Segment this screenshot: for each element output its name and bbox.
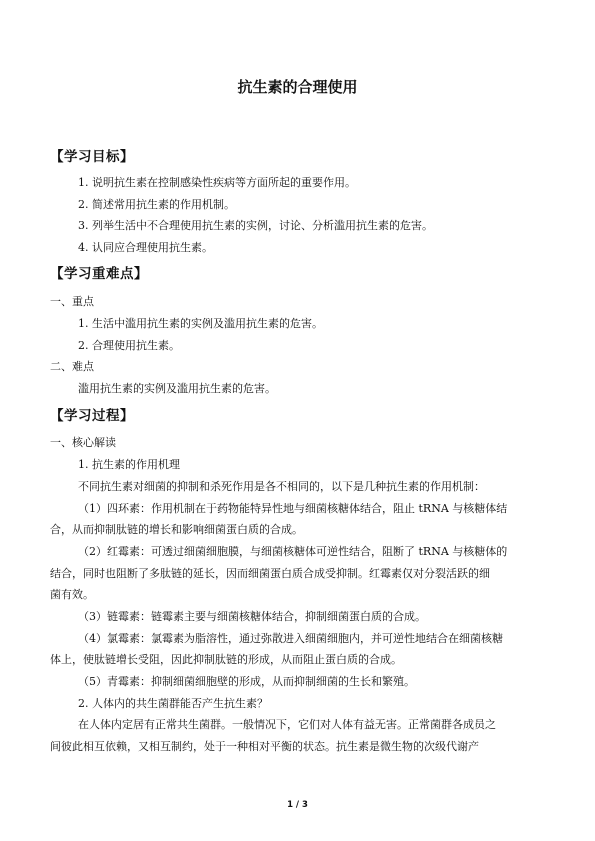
point-heading: 2. 人体内的共生菌群能否产生抗生素？	[78, 697, 268, 710]
paragraph-line: 不同抗生素对细菌的抑制和杀死作用是各不相同的，以下是几种抗生素的作用机制：	[78, 480, 485, 493]
paragraph-line: 结合，同时也阻断了多肽链的延长，因而细菌蛋白质合成受抑制。红霉素仅对分裂活跃的细	[50, 567, 490, 580]
subheading: 一、核心解读	[50, 436, 116, 449]
paragraph-line: （5）青霉素：抑制细菌细胞壁的形成，从而抑制细菌的生长和繁殖。	[78, 675, 415, 688]
point-heading: 1. 抗生素的作用机理	[78, 458, 180, 471]
key-points-heading: 【学习重难点】	[50, 266, 148, 282]
paragraph-line: 体上，使肽链增长受阻，因此抑制肽链的形成，从而阻止蛋白质的合成。	[50, 653, 402, 666]
difficulty-text: 滥用抗生素的实例及滥用抗生素的危害。	[78, 382, 276, 395]
key-point-item: 1. 生活中滥用抗生素的实例及滥用抗生素的危害。	[78, 317, 323, 330]
key-point-item: 2. 合理使用抗生素。	[78, 339, 180, 352]
objective-item: 2. 简述常用抗生素的作用机制。	[78, 198, 235, 211]
process-heading: 【学习过程】	[50, 408, 134, 424]
objective-item: 3. 列举生活中不合理使用抗生素的实例，讨论、分析滥用抗生素的危害。	[78, 219, 433, 232]
page-title: 抗生素的合理使用	[237, 78, 358, 96]
paragraph-line: （1）四环素：作用机制在于药物能特异性地与细菌核糖体结合，阻止 tRNA 与核糖体结	[78, 502, 508, 515]
paragraph-line: 在人体内定居有正常共生菌群。一般情况下，它们对人体有益无害。正常菌群各成员之	[78, 718, 496, 731]
paragraph-line: 间彼此相互依赖，又相互制约，处于一种相对平衡的状态。抗生素是微生物的次级代谢产	[50, 740, 479, 753]
paragraph-line: （4）氯霉素：氯霉素为脂溶性，通过弥散进入细菌细胞内，并可逆性地结合在细菌核糖	[78, 632, 503, 645]
objective-item: 1. 说明抗生素在控制感染性疾病等方面所起的重要作用。	[78, 176, 356, 189]
objectives-heading: 【学习目标】	[50, 149, 134, 165]
paragraph-line: 合，从而抑制肽链的增长和影响细菌蛋白质的合成。	[50, 523, 303, 536]
paragraph-line: （3）链霉素：链霉素主要与细菌核糖体结合，抑制细菌蛋白质的合成。	[78, 610, 426, 623]
page-number: 1 / 3	[287, 800, 308, 810]
paragraph-line: （2）红霉素：可透过细菌细胞膜，与细菌核糖体可逆性结合，阻断了 tRNA 与核糖体的	[78, 545, 508, 558]
subheading: 二、难点	[50, 360, 94, 373]
paragraph-line: 菌有效。	[50, 588, 94, 601]
objective-item: 4. 认同应合理使用抗生素。	[78, 241, 213, 254]
subheading: 一、重点	[50, 295, 94, 308]
